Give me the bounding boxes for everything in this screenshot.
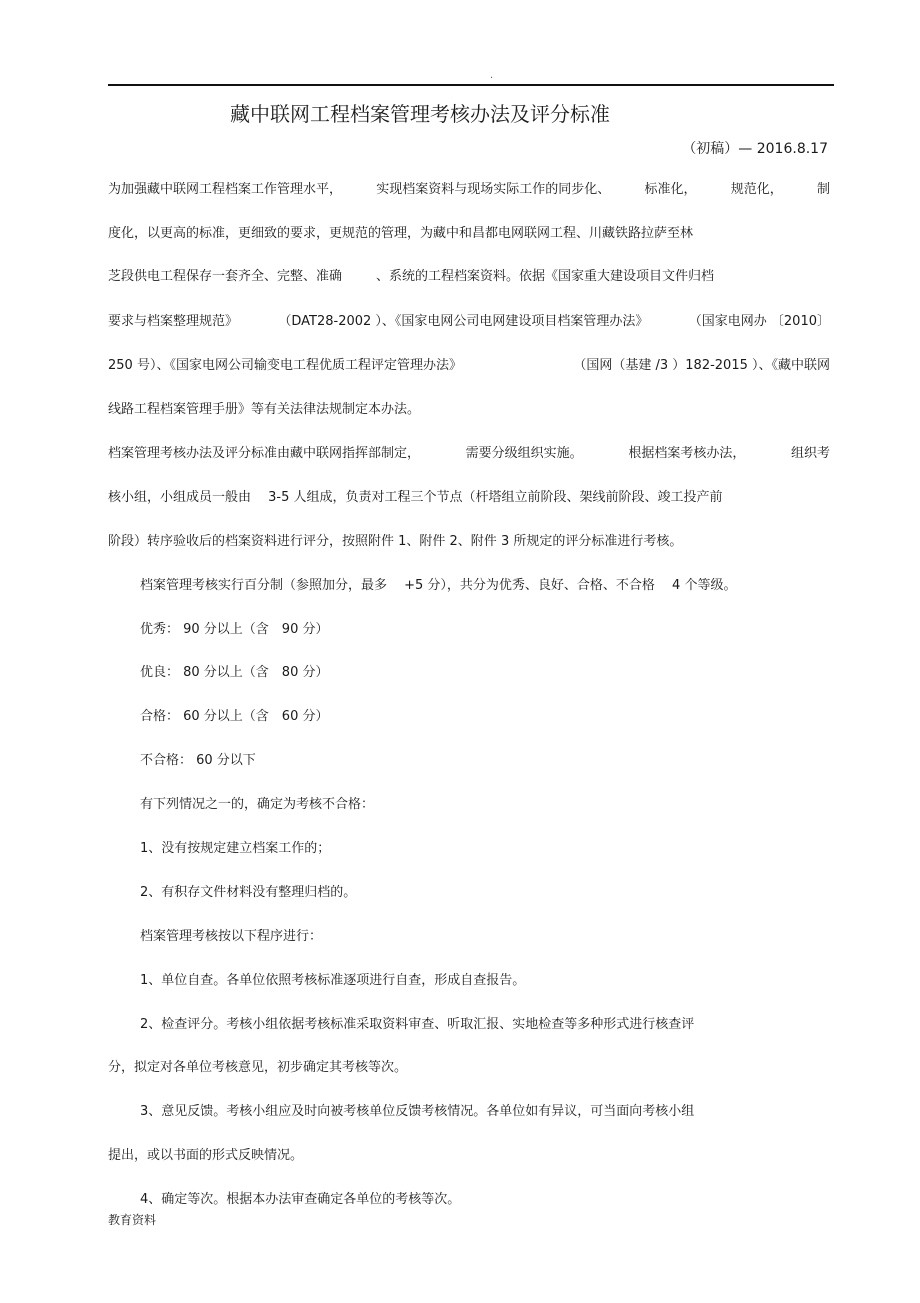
intro-line-1 <box>108 180 830 200</box>
intro-line-5 <box>108 356 830 376</box>
para2-line-1-part-a: 档案管理考核办法及评分标准由藏中联网指挥部制定， <box>108 446 421 461</box>
disqualify-item-1: 1、没有按规定建立档案工作的； <box>140 841 331 856</box>
grade-pass: 合格： 60 分以上（含 60 分） <box>140 709 329 724</box>
draft-date: （初稿）— 2016.8.17 <box>682 141 828 157</box>
intro-line-1-part-b: 实现档案资料与现场实际工作的同步化、 <box>376 182 611 197</box>
intro-line-3-part-b: 、系统的工程档案资料。依据《国家重大建设项目文件归档 <box>376 269 715 284</box>
intro-line-5-part-a: 250 号）、《国家电网公司输变电工程优质工程评定管理办法》 <box>108 358 462 373</box>
para2-line-1 <box>108 444 830 464</box>
intro-line-4-part-b: （DAT28-2002 ）、《国家电网公司电网建设项目档案管理办法》 <box>278 314 649 329</box>
procedure-step-1: 1、单位自查。各单位依照考核标准逐项进行自查，形成自查报告。 <box>140 973 526 988</box>
intro-line-4-part-a: 要求与档案整理规范》 <box>108 314 239 329</box>
intro-line-1-part-c: 标准化， <box>644 182 697 197</box>
para2-line-1-part-b: 需要分级组织实施。 <box>465 446 583 461</box>
intro-line-1-part-a: 为加强藏中联网工程档案工作管理水平， <box>108 182 343 197</box>
header-dot: . <box>490 70 494 81</box>
header-rule <box>108 84 834 86</box>
intro-line-1-part-d: 规范化， <box>730 182 783 197</box>
disqualify-item-2: 2、有积存文件材料没有整理归档的。 <box>140 885 357 900</box>
procedure-step-2: 2、检查评分。考核小组依据考核标准采取资料审查、听取汇报、实地检查等多种形式进行核查评 <box>140 1017 695 1032</box>
intro-line-2: 度化，以更高的标准，更细致的要求，更规范的管理，为藏中和昌都电网联网工程、川藏铁路拉萨至林 <box>108 226 694 241</box>
intro-line-3-part-a: 芝段供电工程保存一套齐全、完整、准确 <box>108 269 343 284</box>
intro-line-1-part-e: 制 <box>816 182 830 197</box>
page-title: 藏中联网工程档案管理考核办法及评分标准 <box>230 102 610 126</box>
footer-label: 教育资料 <box>108 1213 157 1227</box>
intro-line-5-part-b: （国网（基建 /3 ）182-2015 ）、《藏中联网 <box>573 358 830 373</box>
grade-good: 优良： 80 分以上（含 80 分） <box>140 665 329 680</box>
intro-line-6: 线路工程档案管理手册》等有关法律法规制定本办法。 <box>108 402 421 417</box>
grade-excellent: 优秀： 90 分以上（含 90 分） <box>140 622 329 637</box>
procedure-heading: 档案管理考核按以下程序进行： <box>140 929 323 944</box>
grading-intro: 档案管理考核实行百分制（参照加分，最多 +5 分），共分为优秀、良好、合格、不合格 4 个等级。 <box>140 578 737 593</box>
grade-fail: 不合格： 60 分以下 <box>140 753 256 768</box>
procedure-step-2-cont: 分，拟定对各单位考核意见，初步确定其考核等次。 <box>108 1060 408 1075</box>
disqualify-heading: 有下列情况之一的，确定为考核不合格： <box>140 797 375 812</box>
procedure-step-3: 3、意见反馈。考核小组应及时向被考核单位反馈考核情况。各单位如有异议，可当面向考核小组 <box>140 1104 695 1119</box>
intro-line-4-part-c: （国家电网办 〔2010〕 <box>688 314 830 329</box>
para2-line-2: 核小组，小组成员一般由 3-5 人组成，负责对工程三个节点（杆塔组立前阶段、架线前阶段、竣工投产前 <box>108 490 723 505</box>
para2-line-3: 阶段）转序验收后的档案资料进行评分，按照附件 1、附件 2、附件 3 所规定的评分标准进行考核。 <box>108 534 683 549</box>
intro-line-4 <box>108 312 830 332</box>
para2-line-1-part-c: 根据档案考核办法， <box>628 446 746 461</box>
intro-line-3 <box>108 267 714 287</box>
para2-line-1-part-d: 组织考 <box>790 446 830 461</box>
procedure-step-4: 4、确定等次。根据本办法审查确定各单位的考核等次。 <box>140 1192 461 1207</box>
procedure-step-3-cont: 提出，或以书面的形式反映情况。 <box>108 1148 304 1163</box>
